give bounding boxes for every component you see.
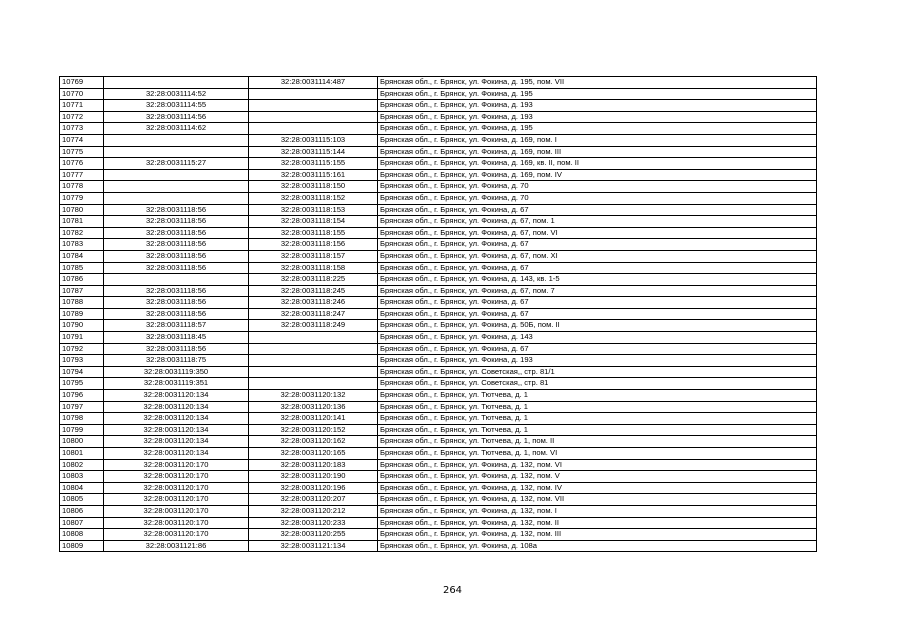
row-number-cell: 10802	[60, 459, 104, 471]
cadastral-number-cell: 32:28:0031118:45	[104, 332, 249, 344]
premises-cadastral-number-cell: 32:28:0031120:132	[249, 390, 378, 402]
address-cell: Брянская обл., г. Брянск, ул. Фокина, д. 169, пом. IV	[378, 169, 817, 181]
premises-cadastral-number-cell	[249, 123, 378, 135]
cadastral-number-cell: 32:28:0031120:170	[104, 517, 249, 529]
address-cell: Брянская обл., г. Брянск, ул. Фокина, д. 195, пом. VII	[378, 77, 817, 89]
address-cell: Брянская обл., г. Брянск, ул. Советская,, стр. 81	[378, 378, 817, 390]
table-row	[60, 401, 817, 413]
row-number-cell: 10780	[60, 204, 104, 216]
table-row	[60, 169, 817, 181]
address-cell: Брянская обл., г. Брянск, ул. Тютчева, д. 1, пом. VI	[378, 448, 817, 460]
row-number-cell: 10804	[60, 482, 104, 494]
premises-cadastral-number-cell: 32:28:0031120:190	[249, 471, 378, 483]
premises-cadastral-number-cell	[249, 343, 378, 355]
row-number-cell: 10773	[60, 123, 104, 135]
address-cell: Брянская обл., г. Брянск, ул. Тютчева, д. 1	[378, 390, 817, 402]
cadastral-number-cell: 32:28:0031118:56	[104, 285, 249, 297]
premises-cadastral-number-cell: 32:28:0031120:233	[249, 517, 378, 529]
table-row	[60, 459, 817, 471]
table-row	[60, 274, 817, 286]
row-number-cell: 10793	[60, 355, 104, 367]
row-number-cell: 10791	[60, 332, 104, 344]
cadastral-number-cell	[104, 181, 249, 193]
table-row	[60, 413, 817, 425]
premises-cadastral-number-cell: 32:28:0031121:134	[249, 540, 378, 552]
premises-cadastral-number-cell: 32:28:0031115:161	[249, 169, 378, 181]
premises-cadastral-number-cell: 32:28:0031118:247	[249, 308, 378, 320]
cadastral-number-cell: 32:28:0031118:56	[104, 250, 249, 262]
address-cell: Брянская обл., г. Брянск, ул. Фокина, д. 67, пом. 1	[378, 216, 817, 228]
row-number-cell: 10803	[60, 471, 104, 483]
premises-cadastral-number-cell: 32:28:0031120:183	[249, 459, 378, 471]
cadastral-number-cell: 32:28:0031120:170	[104, 494, 249, 506]
row-number-cell: 10809	[60, 540, 104, 552]
row-number-cell: 10772	[60, 111, 104, 123]
row-number-cell: 10787	[60, 285, 104, 297]
table-row	[60, 297, 817, 309]
row-number-cell: 10788	[60, 297, 104, 309]
table-row	[60, 134, 817, 146]
table-row	[60, 216, 817, 228]
table-row	[60, 378, 817, 390]
premises-cadastral-number-cell: 32:28:0031118:158	[249, 262, 378, 274]
table-row	[60, 343, 817, 355]
address-cell: Брянская обл., г. Брянск, ул. Фокина, д. 50Б, пом. II	[378, 320, 817, 332]
row-number-cell: 10783	[60, 239, 104, 251]
address-cell: Брянская обл., г. Брянск, ул. Фокина, д. 132, пом. VII	[378, 494, 817, 506]
row-number-cell: 10807	[60, 517, 104, 529]
row-number-cell: 10808	[60, 529, 104, 541]
address-cell: Брянская обл., г. Брянск, ул. Фокина, д. 132, пом. VI	[378, 459, 817, 471]
premises-cadastral-number-cell: 32:28:0031120:162	[249, 436, 378, 448]
cadastral-number-cell: 32:28:0031120:134	[104, 436, 249, 448]
table-row	[60, 123, 817, 135]
address-cell: Брянская обл., г. Брянск, ул. Фокина, д. 132, пом. IV	[378, 482, 817, 494]
cadastral-number-cell: 32:28:0031119:350	[104, 366, 249, 378]
table-row	[60, 320, 817, 332]
table-row	[60, 100, 817, 112]
table-row	[60, 355, 817, 367]
premises-cadastral-number-cell	[249, 332, 378, 344]
address-cell: Брянская обл., г. Брянск, ул. Фокина, д. 108а	[378, 540, 817, 552]
cadastral-number-cell: 32:28:0031114:52	[104, 88, 249, 100]
cadastral-number-cell: 32:28:0031118:57	[104, 320, 249, 332]
cadastral-number-cell: 32:28:0031118:56	[104, 216, 249, 228]
premises-cadastral-number-cell: 32:28:0031118:152	[249, 192, 378, 204]
premises-cadastral-number-cell: 32:28:0031115:155	[249, 158, 378, 170]
address-cell: Брянская обл., г. Брянск, ул. Фокина, д. 169, кв. II, пом. II	[378, 158, 817, 170]
table-row	[60, 436, 817, 448]
premises-cadastral-number-cell: 32:28:0031120:141	[249, 413, 378, 425]
address-cell: Брянская обл., г. Брянск, ул. Фокина, д. 67	[378, 204, 817, 216]
row-number-cell: 10784	[60, 250, 104, 262]
premises-cadastral-number-cell	[249, 355, 378, 367]
row-number-cell: 10785	[60, 262, 104, 274]
cadastral-number-cell: 32:28:0031120:134	[104, 401, 249, 413]
address-cell: Брянская обл., г. Брянск, ул. Фокина, д. 169, пом. I	[378, 134, 817, 146]
premises-cadastral-number-cell: 32:28:0031118:225	[249, 274, 378, 286]
row-number-cell: 10770	[60, 88, 104, 100]
premises-cadastral-number-cell: 32:28:0031120:212	[249, 505, 378, 517]
premises-cadastral-number-cell	[249, 100, 378, 112]
cadastral-number-cell: 32:28:0031118:56	[104, 239, 249, 251]
address-cell: Брянская обл., г. Брянск, ул. Тютчева, д. 1, пом. II	[378, 436, 817, 448]
table-row	[60, 227, 817, 239]
table-row	[60, 308, 817, 320]
premises-cadastral-number-cell	[249, 88, 378, 100]
row-number-cell: 10797	[60, 401, 104, 413]
premises-cadastral-number-cell: 32:28:0031114:487	[249, 77, 378, 89]
premises-cadastral-number-cell	[249, 366, 378, 378]
address-cell: Брянская обл., г. Брянск, ул. Тютчева, д. 1	[378, 413, 817, 425]
address-cell: Брянская обл., г. Брянск, ул. Фокина, д. 193	[378, 111, 817, 123]
cadastral-number-cell: 32:28:0031120:134	[104, 390, 249, 402]
table-row	[60, 88, 817, 100]
row-number-cell: 10801	[60, 448, 104, 460]
registry-table-body	[60, 77, 817, 552]
address-cell: Брянская обл., г. Брянск, ул. Фокина, д. 67	[378, 239, 817, 251]
table-row	[60, 366, 817, 378]
row-number-cell: 10796	[60, 390, 104, 402]
row-number-cell: 10798	[60, 413, 104, 425]
row-number-cell: 10800	[60, 436, 104, 448]
premises-cadastral-number-cell: 32:28:0031120:152	[249, 424, 378, 436]
table-row	[60, 482, 817, 494]
row-number-cell: 10775	[60, 146, 104, 158]
table-row	[60, 181, 817, 193]
table-row	[60, 239, 817, 251]
cadastral-number-cell: 32:28:0031118:56	[104, 204, 249, 216]
address-cell: Брянская обл., г. Брянск, ул. Тютчева, д. 1	[378, 401, 817, 413]
table-row	[60, 285, 817, 297]
premises-cadastral-number-cell: 32:28:0031120:165	[249, 448, 378, 460]
row-number-cell: 10786	[60, 274, 104, 286]
row-number-cell: 10771	[60, 100, 104, 112]
cadastral-number-cell: 32:28:0031115:27	[104, 158, 249, 170]
premises-cadastral-number-cell: 32:28:0031118:155	[249, 227, 378, 239]
premises-cadastral-number-cell: 32:28:0031118:157	[249, 250, 378, 262]
cadastral-number-cell: 32:28:0031118:56	[104, 297, 249, 309]
cadastral-number-cell: 32:28:0031114:62	[104, 123, 249, 135]
table-row	[60, 424, 817, 436]
table-row	[60, 471, 817, 483]
cadastral-number-cell: 32:28:0031120:170	[104, 471, 249, 483]
table-row	[60, 158, 817, 170]
address-cell: Брянская обл., г. Брянск, ул. Фокина, д. 70	[378, 192, 817, 204]
cadastral-number-cell: 32:28:0031120:134	[104, 448, 249, 460]
cadastral-number-cell	[104, 134, 249, 146]
premises-cadastral-number-cell: 32:28:0031115:144	[249, 146, 378, 158]
cadastral-number-cell: 32:28:0031118:75	[104, 355, 249, 367]
row-number-cell: 10792	[60, 343, 104, 355]
row-number-cell: 10805	[60, 494, 104, 506]
cadastral-number-cell	[104, 169, 249, 181]
cadastral-number-cell: 32:28:0031120:170	[104, 459, 249, 471]
cadastral-number-cell	[104, 274, 249, 286]
table-row	[60, 540, 817, 552]
row-number-cell: 10776	[60, 158, 104, 170]
address-cell: Брянская обл., г. Брянск, ул. Фокина, д. 132, пом. V	[378, 471, 817, 483]
cadastral-number-cell: 32:28:0031118:56	[104, 262, 249, 274]
cadastral-number-cell: 32:28:0031120:134	[104, 424, 249, 436]
address-cell: Брянская обл., г. Брянск, ул. Фокина, д. 67	[378, 308, 817, 320]
premises-cadastral-number-cell: 32:28:0031120:196	[249, 482, 378, 494]
table-row	[60, 262, 817, 274]
cadastral-number-cell: 32:28:0031118:56	[104, 308, 249, 320]
cadastral-number-cell: 32:28:0031118:56	[104, 227, 249, 239]
address-cell: Брянская обл., г. Брянск, ул. Фокина, д. 193	[378, 100, 817, 112]
address-cell: Брянская обл., г. Брянск, ул. Фокина, д. 67, пом. VI	[378, 227, 817, 239]
address-cell: Брянская обл., г. Брянск, ул. Тютчева, д. 1	[378, 424, 817, 436]
table-row	[60, 192, 817, 204]
table-row	[60, 529, 817, 541]
premises-cadastral-number-cell: 32:28:0031118:245	[249, 285, 378, 297]
row-number-cell: 10781	[60, 216, 104, 228]
row-number-cell: 10806	[60, 505, 104, 517]
address-cell: Брянская обл., г. Брянск, ул. Советская,, стр. 81/1	[378, 366, 817, 378]
address-cell: Брянская обл., г. Брянск, ул. Фокина, д. 67	[378, 297, 817, 309]
cadastral-number-cell: 32:28:0031118:56	[104, 343, 249, 355]
table-row	[60, 332, 817, 344]
premises-cadastral-number-cell: 32:28:0031120:207	[249, 494, 378, 506]
cadastral-number-cell: 32:28:0031120:170	[104, 529, 249, 541]
cadastral-number-cell: 32:28:0031114:55	[104, 100, 249, 112]
table-row	[60, 146, 817, 158]
table-row	[60, 250, 817, 262]
address-cell: Брянская обл., г. Брянск, ул. Фокина, д. 67	[378, 343, 817, 355]
row-number-cell: 10774	[60, 134, 104, 146]
row-number-cell: 10769	[60, 77, 104, 89]
address-cell: Брянская обл., г. Брянск, ул. Фокина, д. 143, кв. 1-5	[378, 274, 817, 286]
table-row	[60, 517, 817, 529]
address-cell: Брянская обл., г. Брянск, ул. Фокина, д. 195	[378, 123, 817, 135]
address-cell: Брянская обл., г. Брянск, ул. Фокина, д. 169, пом. III	[378, 146, 817, 158]
cadastral-number-cell: 32:28:0031121:86	[104, 540, 249, 552]
premises-cadastral-number-cell: 32:28:0031118:156	[249, 239, 378, 251]
premises-cadastral-number-cell: 32:28:0031118:150	[249, 181, 378, 193]
cadastral-number-cell: 32:28:0031119:351	[104, 378, 249, 390]
address-cell: Брянская обл., г. Брянск, ул. Фокина, д. 132, пом. I	[378, 505, 817, 517]
address-cell: Брянская обл., г. Брянск, ул. Фокина, д. 132, пом. III	[378, 529, 817, 541]
table-row	[60, 494, 817, 506]
cadastral-number-cell: 32:28:0031114:56	[104, 111, 249, 123]
address-cell: Брянская обл., г. Брянск, ул. Фокина, д. 195	[378, 88, 817, 100]
page-number: 264	[442, 585, 463, 596]
row-number-cell: 10782	[60, 227, 104, 239]
table-row	[60, 111, 817, 123]
cadastral-number-cell: 32:28:0031120:170	[104, 505, 249, 517]
premises-cadastral-number-cell: 32:28:0031118:246	[249, 297, 378, 309]
table-row	[60, 77, 817, 89]
cadastral-number-cell	[104, 146, 249, 158]
address-cell: Брянская обл., г. Брянск, ул. Фокина, д. 193	[378, 355, 817, 367]
premises-cadastral-number-cell: 32:28:0031120:255	[249, 529, 378, 541]
cadastral-number-cell: 32:28:0031120:134	[104, 413, 249, 425]
row-number-cell: 10790	[60, 320, 104, 332]
cadastral-number-cell	[104, 77, 249, 89]
address-cell: Брянская обл., г. Брянск, ул. Фокина, д. 132, пом. II	[378, 517, 817, 529]
row-number-cell: 10795	[60, 378, 104, 390]
address-cell: Брянская обл., г. Брянск, ул. Фокина, д. 143	[378, 332, 817, 344]
cadastral-number-cell	[104, 192, 249, 204]
address-cell: Брянская обл., г. Брянск, ул. Фокина, д. 70	[378, 181, 817, 193]
table-row	[60, 390, 817, 402]
property-registry-table	[59, 76, 817, 552]
row-number-cell: 10789	[60, 308, 104, 320]
table-row	[60, 505, 817, 517]
row-number-cell: 10799	[60, 424, 104, 436]
row-number-cell: 10777	[60, 169, 104, 181]
premises-cadastral-number-cell	[249, 378, 378, 390]
address-cell: Брянская обл., г. Брянск, ул. Фокина, д. 67	[378, 262, 817, 274]
premises-cadastral-number-cell: 32:28:0031118:153	[249, 204, 378, 216]
premises-cadastral-number-cell: 32:28:0031115:103	[249, 134, 378, 146]
premises-cadastral-number-cell: 32:28:0031118:154	[249, 216, 378, 228]
row-number-cell: 10794	[60, 366, 104, 378]
cadastral-number-cell: 32:28:0031120:170	[104, 482, 249, 494]
address-cell: Брянская обл., г. Брянск, ул. Фокина, д. 67, пом. XI	[378, 250, 817, 262]
row-number-cell: 10778	[60, 181, 104, 193]
premises-cadastral-number-cell	[249, 111, 378, 123]
row-number-cell: 10779	[60, 192, 104, 204]
premises-cadastral-number-cell: 32:28:0031118:249	[249, 320, 378, 332]
premises-cadastral-number-cell: 32:28:0031120:136	[249, 401, 378, 413]
table-row	[60, 448, 817, 460]
address-cell: Брянская обл., г. Брянск, ул. Фокина, д. 67, пом. 7	[378, 285, 817, 297]
table-row	[60, 204, 817, 216]
